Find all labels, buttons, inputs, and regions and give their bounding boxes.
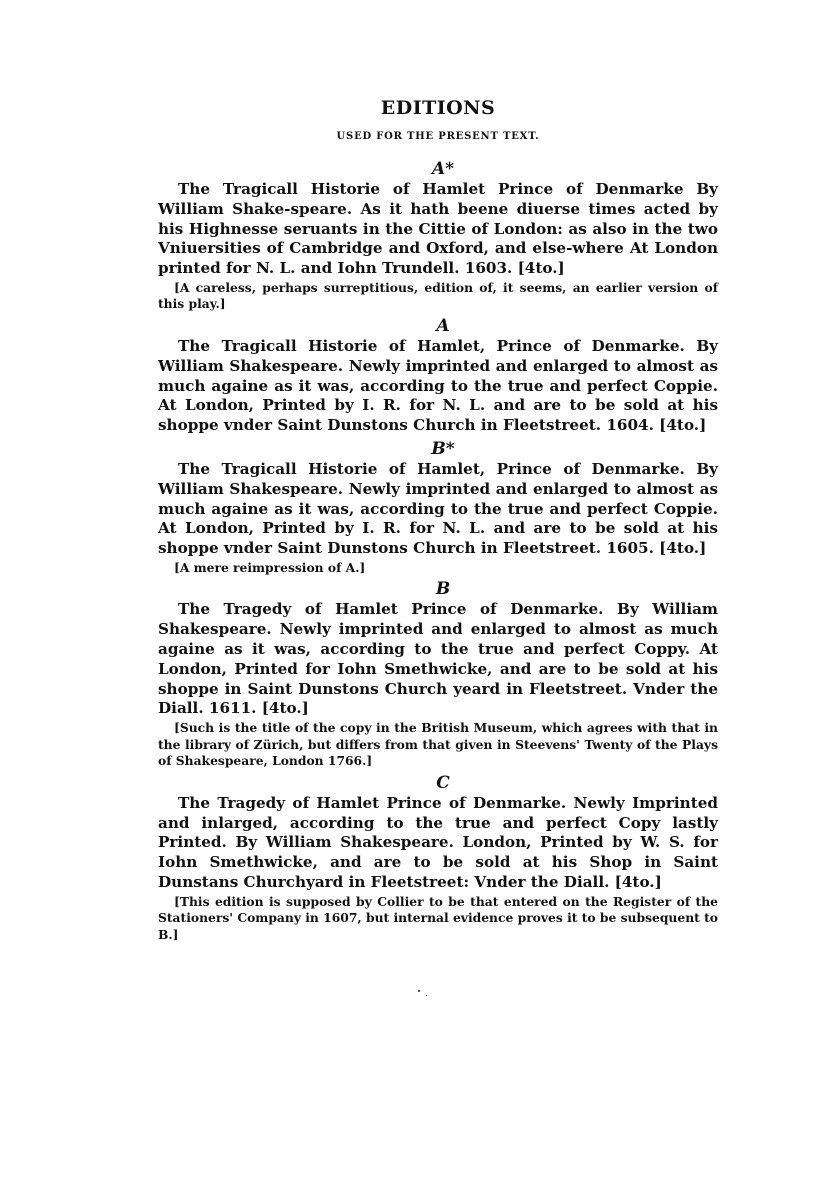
edition-entry [158,180,718,313]
print-speck [426,995,427,996]
edition-entry [158,337,718,436]
edition-entry [158,794,718,943]
edition-note: [A mere reimpression of A.] [174,559,366,575]
edition-entry [158,460,718,576]
edition-title: The Tragedy of Hamlet Prince of Denmarke. By William Shakespeare. Newly imprinted and enlarged to almost as much againe as it was, according to the true and perfect Coppy. At London, Printed for Iohn Smethwicke, and are to be sold at his shoppe in Saint Dunstons Church yeard in Fleetstreet. Vnder the Diall. 1611. [4to.] [158,600,718,718]
print-speck [418,990,420,992]
edition-title: The Tragedy of Hamlet Prince of Denmarke. Newly Imprinted and inlarged, according to the true and perfect Copy lastly Printed. By William Shakespeare. London, Printed by W. S. for Iohn Smethwicke, and are to be sold at his Shop in Saint Dunstans Churchyard in Fleetstreet: Vnder the Diall. [4to.] [158,793,718,891]
edition-entry [158,600,718,769]
edition-siglum: B [435,579,451,600]
edition-note: [This edition is supposed by Collier to be that entered on the Register of the Stationers' Company in 1607, but internal evidence proves it to be subsequent to B.] [158,893,718,942]
edition-note: [Such is the title of the copy in the British Museum, which agrees with that in the library of Zürich, but differs from that given in Steevens' Twenty of the Plays of Shakespeare, London 1766.] [158,720,718,769]
page [158,96,718,943]
edition-siglum: C [436,772,450,793]
editions-list [158,158,718,943]
page-subtitle: USED FOR THE PRESENT TEXT. [336,131,540,142]
edition-siglum: A* [431,159,455,179]
edition-note: [A careless, perhaps surreptitious, edition of, it seems, an earlier version of this play.] [158,279,718,312]
edition-siglum: B* [431,438,455,459]
edition-title: The Tragicall Historie of Hamlet Prince of Denmarke By William Shake-speare. As it hath beene diuerse times acted by his Highnesse seruants in the Cittie of London: as also in the two Vniuersities of Cambridge and Oxford, and else-where At London printed for N. L. and Iohn Trundell. 1603. [4to.] [158,180,718,278]
edition-siglum: A [436,315,450,336]
edition-title: The Tragicall Historie of Hamlet, Prince of Denmarke. By William Shakespeare. Newly imprinted and enlarged to almost as much againe as it was, according to the true and perfect Coppie. At London, Printed by I. R. for N. L. and are to be sold at his shoppe vnder Saint Dunstons Church in Fleetstreet. 1604. [4to.] [158,336,718,435]
page-title: EDITIONS [380,97,496,119]
edition-title: The Tragicall Historie of Hamlet, Prince of Denmarke. By William Shakespeare. Newly imprinted and enlarged to almost as much againe as it was, according to the true and perfect Coppie. At London, Printed by I. R. for N. L. and are to be sold at his shoppe vnder Saint Dunstons Church in Fleetstreet. 1605. [4to.] [158,459,718,558]
